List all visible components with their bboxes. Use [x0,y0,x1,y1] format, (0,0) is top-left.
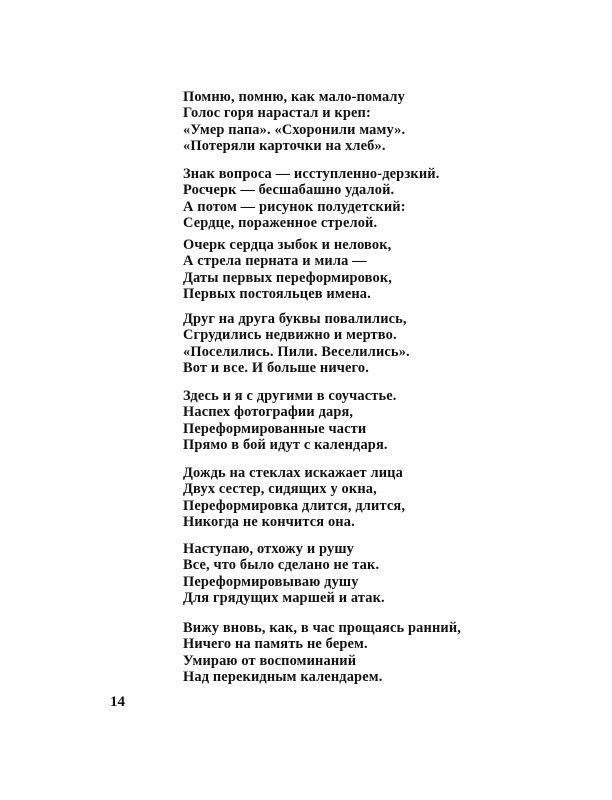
poem-line: Наспех фотографии даря, [183,404,354,421]
poem-line: Все, что было сделано не так. [183,557,380,574]
poem-line: «Потеряли карточки на хлеб». [183,138,386,155]
poem-line: Здесь и я с другими в соучастье. [183,388,397,404]
poem-line: Знак вопроса — исступленно-дерзкий. [183,166,440,182]
poem-line: Переформировка длится, длится, [183,497,406,514]
stanza-6 [183,465,405,531]
stanza-2 [183,166,440,232]
poem-line: А потом — рисунок полудетский: [183,198,406,215]
poem-line: Дождь на стеклах искажает лица [183,465,403,481]
stanza-8 [183,620,461,686]
poem-line: А стрела перната и мила — [183,253,367,270]
poem-line: Для грядущих маршей и атак. [183,590,385,607]
poem-line: Ничего на память не берем. [183,636,368,653]
stanza-4 [183,311,410,377]
poem-line: Росчерк — бесшабашно удалой. [183,182,395,199]
poem-line: Голос горя нарастал и креп: [183,105,371,122]
poem-line: Вот и все. И больше ничего. [183,360,369,377]
poem-line: Помню, помню, как мало-помалу [183,89,406,105]
poem-line: «Умер папа». «Схоронили маму». [183,121,406,138]
poem-line: Даты первых переформировок, [183,269,393,286]
poem-line: Вижу вновь, как, в час прощаясь ранний, [183,620,462,636]
poem-line: «Поселились. Пили. Веселились». [183,343,410,360]
poem-line: Прямо в бой идут с календаря. [183,437,388,454]
poem-line: Умираю от воспоминаний [183,652,357,669]
poem-line: Над перекидным календарем. [183,669,383,686]
poem-line: Первых постояльцев имена. [183,286,371,303]
poem-line: Сердце, пораженное стрелой. [183,215,378,232]
poem-line: Друг на друга буквы повалились, [183,311,407,327]
poem-line: Переформированные части [183,420,367,437]
poem-line: Переформировываю душу [183,573,359,590]
poem-line: Очерк сердца зыбок и неловок, [183,237,392,253]
stanza-3 [183,237,392,303]
stanza-5 [183,388,397,454]
poem-line: Сгрудились недвижно и мертво. [183,327,397,344]
poem-line: Никогда не кончится она. [183,514,355,531]
page-number: 14 [110,694,125,710]
stanza-1 [183,89,405,155]
poem-line: Наступаю, отхожу и рушу [183,541,355,557]
stanza-7 [183,541,385,607]
poem-line: Двух сестер, сидящих у окна, [183,481,377,498]
